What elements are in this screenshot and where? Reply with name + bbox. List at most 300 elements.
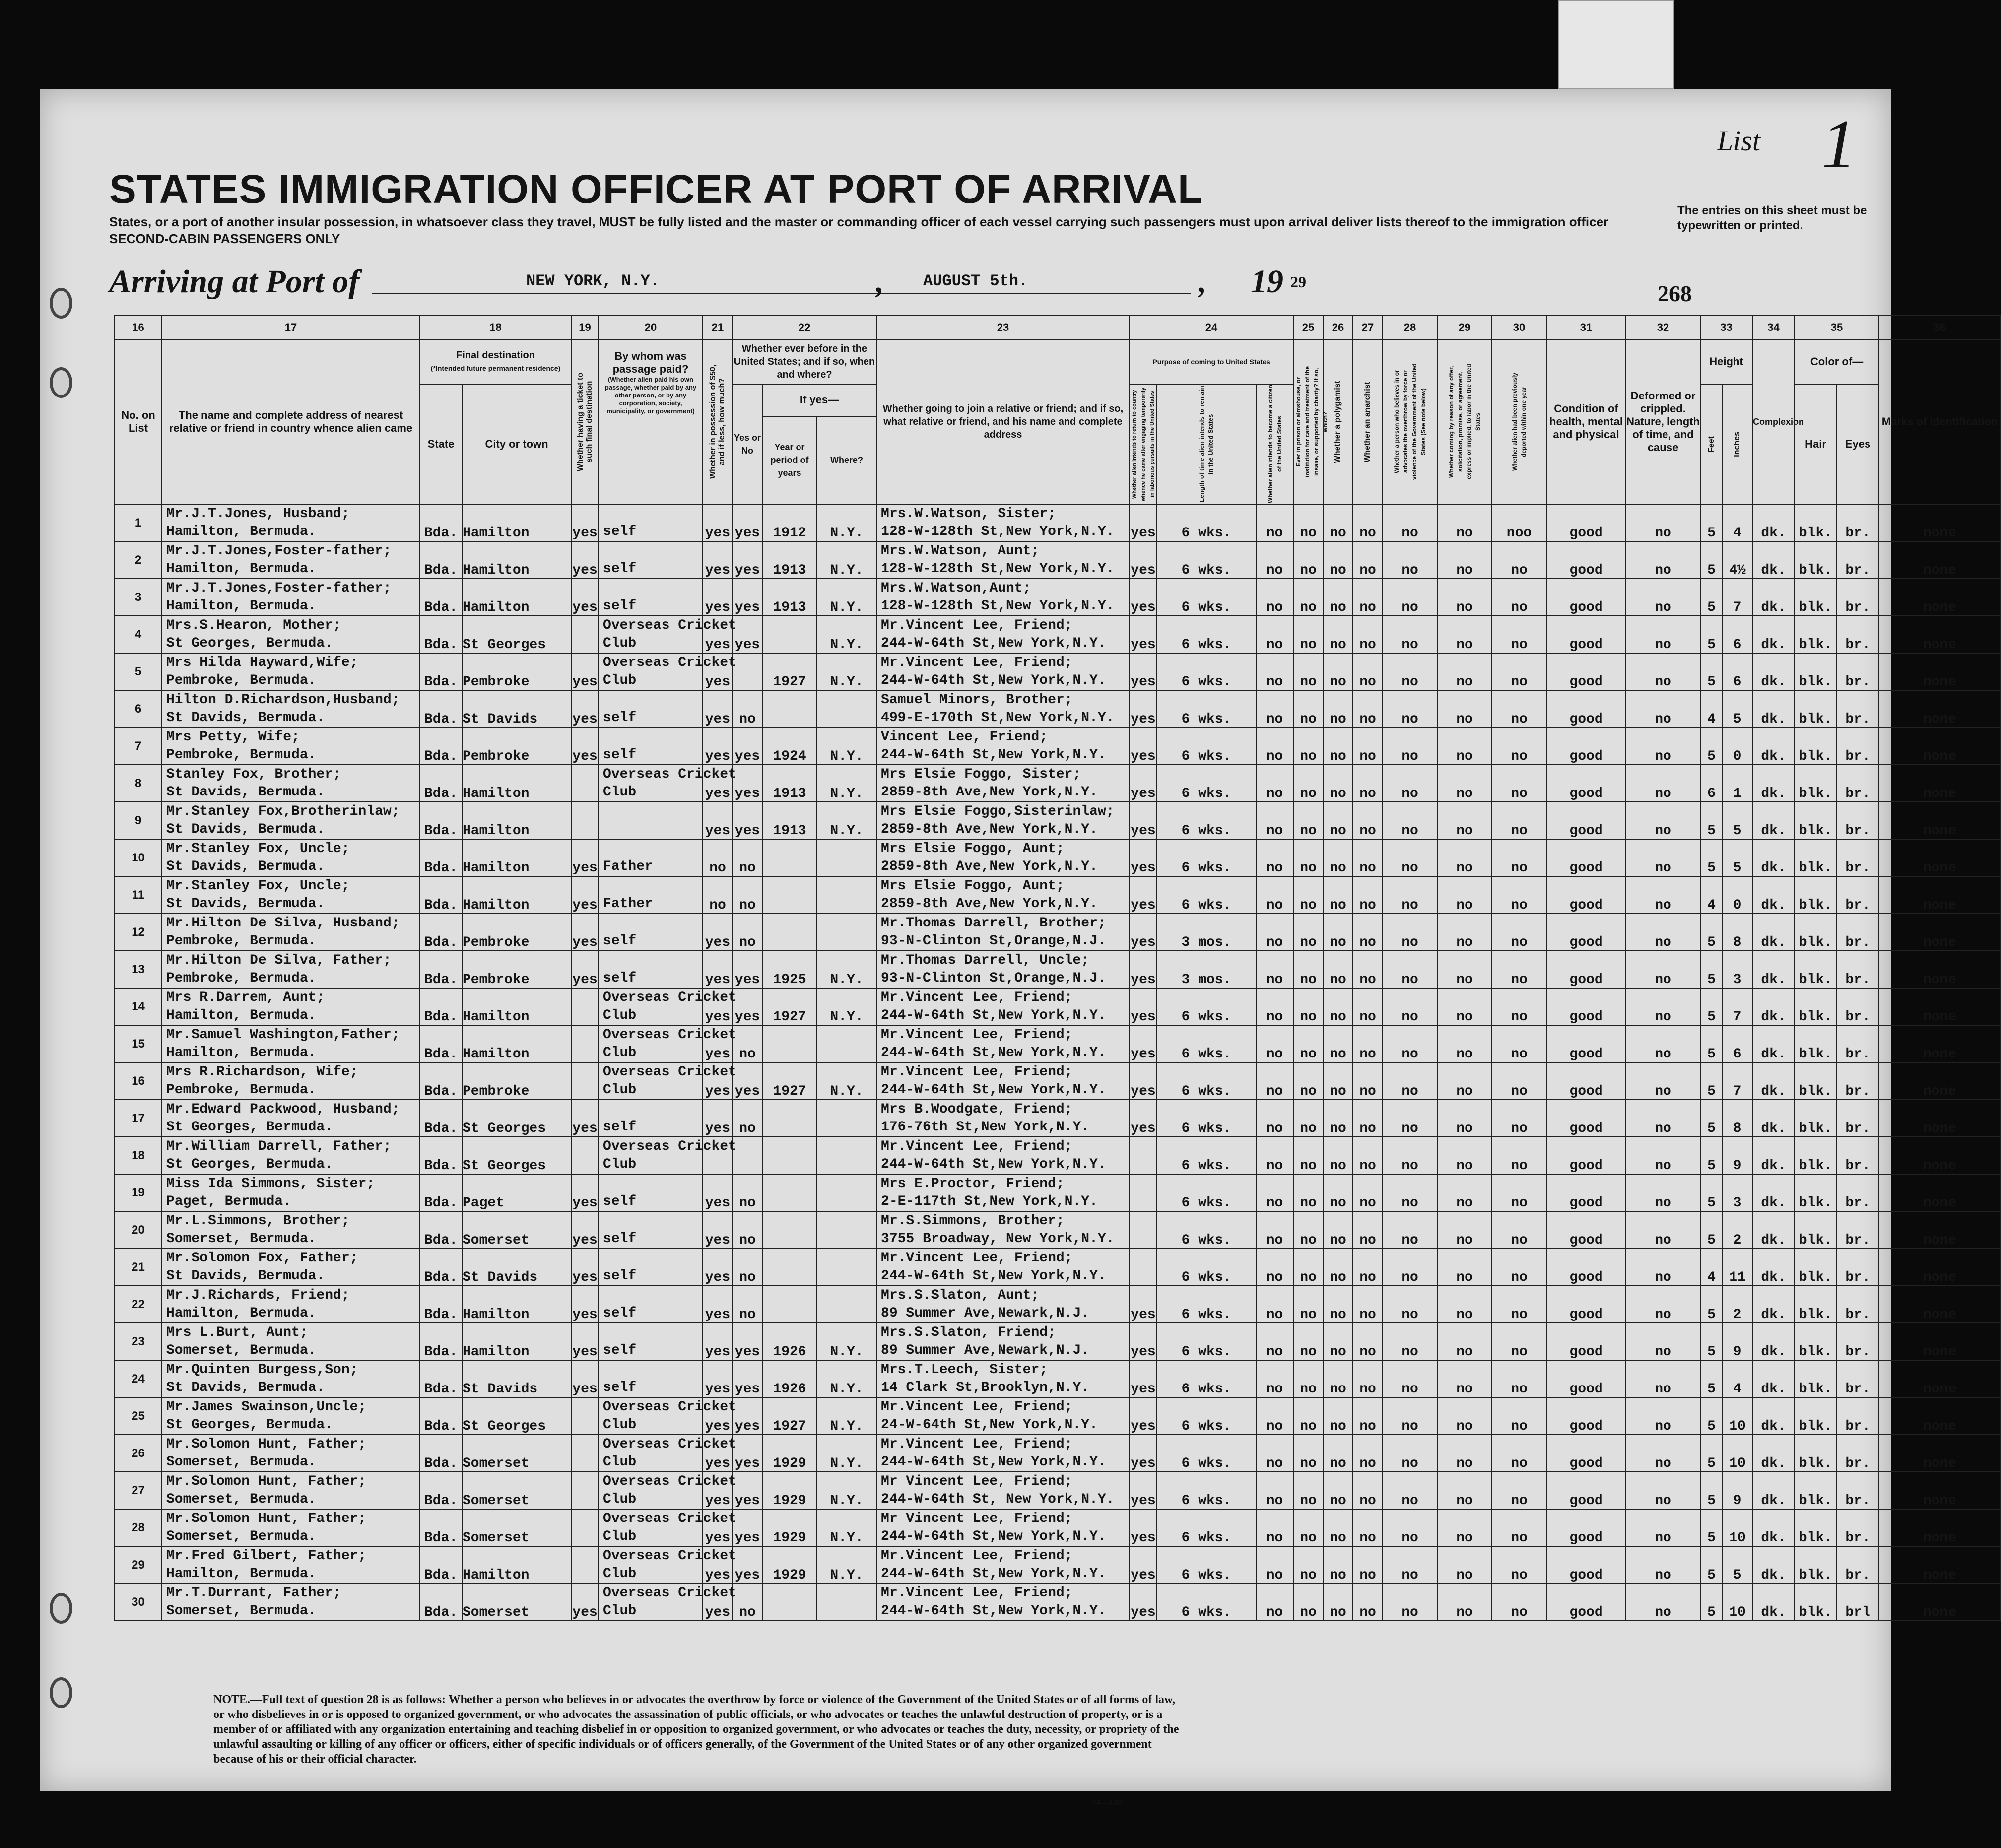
cell-complexion: dk. (1752, 914, 1795, 951)
cell-marks: none (1879, 1435, 2001, 1472)
cell-feet: 5 (1700, 802, 1723, 839)
cell-feet: 5 (1700, 1472, 1723, 1509)
cell-polygamist: no (1323, 616, 1353, 653)
relative-abroad-line-1: Mr.T.Durrant, Father; (166, 1585, 341, 1601)
cell-deformed: no (1626, 1174, 1700, 1211)
cell-purpose-return (1130, 1174, 1157, 1211)
cell-length-time: 6 wks. (1157, 876, 1256, 914)
table-row (115, 839, 2001, 876)
joining-line-1: Mr.Thomas Darrell, Brother; (881, 916, 1106, 931)
page-title: STATES IMMIGRATION OFFICER AT PORT OF ARRIVAL (109, 167, 1203, 212)
cell-money: yes (703, 504, 733, 541)
passage-paid-label: By whom was passage paid? (612, 350, 689, 375)
cell-feet: 5 (1700, 1546, 1723, 1584)
cell-money: yes (703, 951, 733, 988)
cell-before-in-us: no (733, 1025, 762, 1062)
relative-abroad-line-2: St Georges, Bermuda. (166, 1120, 334, 1135)
cell-complexion: dk. (1752, 1174, 1795, 1211)
cell-year: 1929 (762, 1546, 817, 1584)
cell-relative-abroad (162, 727, 420, 765)
cell-prison: no (1293, 541, 1323, 579)
cell-joining (876, 541, 1130, 579)
cell-before-in-us: no (733, 1211, 762, 1249)
cell-length-time: 6 wks. (1157, 839, 1256, 876)
cell-relative-abroad (162, 1249, 420, 1286)
cell-where (817, 1249, 876, 1286)
cell-complexion: dk. (1752, 951, 1795, 988)
cell-inches: 5 (1723, 839, 1752, 876)
relative-abroad-line-2: Hamilton, Bermuda. (166, 1306, 317, 1321)
anarchist-label: Whether an anarchist (1363, 381, 1372, 462)
cell-ticket: yes (571, 876, 599, 914)
cell-ticket: yes (571, 839, 599, 876)
passage-paid-line-2: self (603, 1268, 637, 1284)
cell-marks: none (1879, 1584, 2001, 1621)
cell-marks: none (1879, 1211, 2001, 1249)
joining-line-2: 244-W-64th St,New York,N.Y. (881, 1454, 1106, 1470)
relative-abroad-line-2: Hamilton, Bermuda. (166, 598, 317, 614)
cell-health: good (1546, 839, 1626, 876)
cell-eyes: br. (1837, 1137, 1879, 1174)
cell-feet: 5 (1700, 988, 1723, 1025)
table-row (115, 765, 2001, 802)
cell-ticket (571, 1137, 599, 1174)
cell-city: St Georges (462, 1137, 571, 1174)
cell-inches: 4 (1723, 504, 1752, 541)
cell-no: 14 (115, 988, 162, 1025)
cell-money: yes (703, 1546, 733, 1584)
cell-complexion: dk. (1752, 541, 1795, 579)
cell-hair: blk. (1795, 616, 1837, 653)
relative-abroad-line-1: Mr.Stanley Fox, Uncle; (166, 841, 350, 857)
cell-feet: 5 (1700, 914, 1723, 951)
cell-hair: blk. (1795, 504, 1837, 541)
cell-state: Bda. (420, 802, 462, 839)
cell-where (817, 1584, 876, 1621)
col-num: 30 (1492, 316, 1546, 339)
table-row (115, 1174, 2001, 1211)
relative-abroad-line-1: Mrs L.Burt, Aunt; (166, 1325, 308, 1340)
cell-complexion: dk. (1752, 1249, 1795, 1286)
cell-intends-citizen: no (1256, 1584, 1293, 1621)
cell-polygamist: no (1323, 914, 1353, 951)
cell-feet: 5 (1700, 1286, 1723, 1323)
joining-line-2: 2859-8th Ave,New York,N.Y. (881, 896, 1098, 912)
cell-eyes: br. (1837, 1546, 1879, 1584)
cell-hair: blk. (1795, 802, 1837, 839)
cell-year (762, 1249, 817, 1286)
col-num: 26 (1323, 316, 1353, 339)
passage-paid-line-1: Overseas Cricket (603, 655, 736, 670)
passage-paid-line-1: Overseas Cricket (603, 618, 736, 633)
cell-feet: 5 (1700, 727, 1723, 765)
offer-label: Whether coming by reason of any offer, solicitation, promise, or agreement, express or implied, to labor in the United States (1448, 364, 1482, 480)
joining-line-1: Mrs.W.Watson,Aunt; (881, 581, 1031, 596)
cell-year: 1929 (762, 1472, 817, 1509)
cell-passage-paid (599, 727, 703, 765)
passage-paid-line-1 (599, 505, 702, 523)
cell-offer: no (1437, 579, 1492, 616)
relative-abroad-line-1: Mr.Edward Packwood, Husband; (166, 1102, 400, 1117)
relative-abroad-line-1: Mr.Samuel Washington,Father; (166, 1027, 400, 1043)
relative-abroad-line-1: Hilton D.Richardson,Husband; (166, 692, 400, 708)
cell-offer: no (1437, 541, 1492, 579)
cell-deformed: no (1626, 914, 1700, 951)
cell-polygamist: no (1323, 541, 1353, 579)
cell-complexion: dk. (1752, 1435, 1795, 1472)
cell-offer: no (1437, 839, 1492, 876)
cell-joining (876, 1472, 1130, 1509)
cell-city: Somerset (462, 1435, 571, 1472)
cell-before-in-us: yes (733, 727, 762, 765)
cell-joining (876, 1323, 1130, 1360)
cell-inches: 4½ (1723, 541, 1752, 579)
cell-length-time: 6 wks. (1157, 1249, 1256, 1286)
paper-tab (1558, 0, 1674, 89)
cell-city: Pembroke (462, 1062, 571, 1100)
table-row (115, 1025, 2001, 1062)
cell-state: Bda. (420, 541, 462, 579)
cell-complexion: dk. (1752, 1397, 1795, 1435)
cell-offer: no (1437, 988, 1492, 1025)
relative-abroad-line-2: Somerset, Bermuda. (166, 1603, 317, 1619)
joining-line-2: 244-W-64th St,New York,N.Y. (881, 1008, 1106, 1023)
table-row (115, 541, 2001, 579)
cell-deported: no (1492, 616, 1546, 653)
cell-marks: none (1879, 653, 2001, 690)
cell-polygamist: no (1323, 579, 1353, 616)
cell-relative-abroad (162, 690, 420, 727)
cell-marks: none (1879, 1137, 2001, 1174)
joining-line-2: 244-W-64th St,New York,N.Y. (881, 1529, 1106, 1544)
cell-overthrow: no (1383, 1509, 1437, 1546)
cell-relative-abroad (162, 1435, 420, 1472)
relative-abroad-line-2: Hamilton, Bermuda. (166, 524, 317, 539)
cell-before-in-us: yes (733, 504, 762, 541)
cell-intends-citizen: no (1256, 1211, 1293, 1249)
cell-city: Hamilton (462, 1286, 571, 1323)
cell-money: yes (703, 653, 733, 690)
cell-intends-citizen: no (1256, 765, 1293, 802)
cell-money: yes (703, 1435, 733, 1472)
polygamist-label: Whether a polygamist (1334, 380, 1342, 463)
cell-intends-citizen: no (1256, 690, 1293, 727)
joining-line-2: 2-E-117th St,New York,N.Y. (881, 1194, 1098, 1209)
cell-before-in-us: yes (733, 802, 762, 839)
cell-before-in-us: no (733, 1174, 762, 1211)
cell-joining (876, 1584, 1130, 1621)
cell-before-in-us: yes (733, 988, 762, 1025)
prison-label: Ever in prison or almshouse, or institution for care and treatment of the insane, or supported by charity? If so, which? (1295, 366, 1329, 478)
cell-marks: none (1879, 839, 2001, 876)
cell-prison: no (1293, 1323, 1323, 1360)
cell-overthrow: no (1383, 653, 1437, 690)
col-purpose: Purpose of coming to United States (1130, 339, 1293, 384)
cell-no: 27 (115, 1472, 162, 1509)
joining-line-2: 244-W-64th St,New York,N.Y. (881, 1045, 1106, 1060)
cell-year: 1913 (762, 765, 817, 802)
joining-line-1: Mrs.S.Slaton, Friend; (881, 1325, 1056, 1340)
cell-prison: no (1293, 1100, 1323, 1137)
passage-paid-line-1 (599, 1287, 702, 1305)
cell-before-in-us: no (733, 1100, 762, 1137)
cell-year: 1926 (762, 1323, 817, 1360)
table-row (115, 988, 2001, 1025)
table-row (115, 616, 2001, 653)
cell-deported: no (1492, 1323, 1546, 1360)
cell-overthrow: no (1383, 988, 1437, 1025)
col-if-yes: If yes— (762, 384, 876, 416)
cell-where: N.Y. (817, 1323, 876, 1360)
cell-joining (876, 1100, 1130, 1137)
cell-state: Bda. (420, 1249, 462, 1286)
table-row (115, 1286, 2001, 1323)
cell-before-in-us: no (733, 690, 762, 727)
relative-abroad-line-2: Hamilton, Bermuda. (166, 561, 317, 577)
cell-deported: no (1492, 1211, 1546, 1249)
cell-no: 12 (115, 914, 162, 951)
cell-purpose-return (1130, 1249, 1157, 1286)
cell-polygamist: no (1323, 1211, 1353, 1249)
cell-feet: 5 (1700, 579, 1723, 616)
cell-city: Hamilton (462, 541, 571, 579)
cell-where: N.Y. (817, 541, 876, 579)
cell-health: good (1546, 1100, 1626, 1137)
passage-paid-line-1: Overseas Cricket (603, 1027, 736, 1043)
cell-anarchist: no (1353, 541, 1383, 579)
cell-prison: no (1293, 690, 1323, 727)
cell-year: 1927 (762, 988, 817, 1025)
cell-inches: 4 (1723, 1360, 1752, 1397)
cell-hair: blk. (1795, 1025, 1837, 1062)
cell-length-time: 6 wks. (1157, 1137, 1256, 1174)
cell-deported: no (1492, 1360, 1546, 1397)
cell-relative-abroad (162, 1211, 420, 1249)
cell-state: Bda. (420, 914, 462, 951)
relative-abroad-line-1: Mr.Solomon Hunt, Father; (166, 1474, 367, 1489)
cell-ticket (571, 988, 599, 1025)
cell-where: N.Y. (817, 1546, 876, 1584)
cell-intends-citizen: no (1256, 951, 1293, 988)
cell-city: St Georges (462, 1100, 571, 1137)
joining-line-2: 244-W-64th St,New York,N.Y. (881, 1157, 1106, 1172)
cell-state: Bda. (420, 1062, 462, 1100)
cell-state: Bda. (420, 1435, 462, 1472)
cell-before-in-us: yes (733, 765, 762, 802)
passage-paid-line-2: Club (603, 1082, 637, 1098)
cell-anarchist: no (1353, 1546, 1383, 1584)
cell-no: 21 (115, 1249, 162, 1286)
cell-joining (876, 914, 1130, 951)
cell-purpose-return: yes (1130, 1472, 1157, 1509)
cell-overthrow: no (1383, 504, 1437, 541)
cell-overthrow: no (1383, 839, 1437, 876)
cell-inches: 5 (1723, 802, 1752, 839)
cell-passage-paid (599, 541, 703, 579)
cell-offer: no (1437, 1249, 1492, 1286)
cell-no: 22 (115, 1286, 162, 1323)
manifest-sheet (40, 89, 1998, 1807)
cell-state: Bda. (420, 1584, 462, 1621)
cell-feet: 5 (1700, 653, 1723, 690)
cell-deformed: no (1626, 1286, 1700, 1323)
cell-prison: no (1293, 914, 1323, 951)
cell-city: St Davids (462, 1249, 571, 1286)
cell-intends-citizen: no (1256, 616, 1293, 653)
cell-purpose-return: yes (1130, 504, 1157, 541)
cell-no: 15 (115, 1025, 162, 1062)
cell-relative-abroad (162, 1174, 420, 1211)
cell-eyes: br. (1837, 839, 1879, 876)
cell-inches: 9 (1723, 1137, 1752, 1174)
cell-inches: 1 (1723, 765, 1752, 802)
cell-joining (876, 839, 1130, 876)
cell-before-in-us: yes (733, 1546, 762, 1584)
cell-complexion: dk. (1752, 839, 1795, 876)
cell-joining (876, 1435, 1130, 1472)
cell-marks: none (1879, 1397, 2001, 1435)
cell-year (762, 690, 817, 727)
cell-polygamist: no (1323, 1397, 1353, 1435)
cell-overthrow: no (1383, 1211, 1437, 1249)
cell-complexion: dk. (1752, 690, 1795, 727)
cell-polygamist: no (1323, 1062, 1353, 1100)
intro-text (109, 213, 1648, 247)
joining-line-1: Mrs B.Woodgate, Friend; (881, 1102, 1073, 1117)
cell-health: good (1546, 1323, 1626, 1360)
cell-inches: 3 (1723, 951, 1752, 988)
cell-relative-abroad (162, 839, 420, 876)
relative-abroad-line-1: Stanley Fox, Brother; (166, 767, 341, 782)
passage-paid-line-1 (599, 728, 702, 746)
cell-city: Pembroke (462, 951, 571, 988)
cell-eyes: br. (1837, 951, 1879, 988)
cell-overthrow: no (1383, 690, 1437, 727)
cell-joining (876, 579, 1130, 616)
joining-line-2: 2859-8th Ave,New York,N.Y. (881, 859, 1098, 874)
cell-where: N.Y. (817, 1472, 876, 1509)
binder-hole (50, 367, 72, 398)
cell-before-in-us: yes (733, 951, 762, 988)
joining-line-2: 244-W-64th St,New York,N.Y. (881, 1082, 1106, 1098)
cell-passage-paid (599, 1286, 703, 1323)
cell-money: yes (703, 1211, 733, 1249)
cell-length-time: 6 wks. (1157, 1509, 1256, 1546)
passage-paid-line-1 (599, 952, 702, 970)
relative-abroad-line-1: Mr.J.T.Jones, Husband; (166, 506, 350, 522)
cell-ticket: yes (571, 914, 599, 951)
cell-polygamist: no (1323, 1509, 1353, 1546)
cell-complexion: dk. (1752, 802, 1795, 839)
cell-polygamist: no (1323, 951, 1353, 988)
relative-abroad-line-1: Mrs Petty, Wife; (166, 729, 300, 745)
cell-overthrow: no (1383, 727, 1437, 765)
relative-abroad-line-1: Mr.James Swainson,Uncle; (166, 1399, 367, 1415)
cell-intends-citizen: no (1256, 802, 1293, 839)
relative-abroad-line-2: St Davids, Bermuda. (166, 896, 325, 912)
cell-inches: 7 (1723, 988, 1752, 1025)
cell-relative-abroad (162, 1397, 420, 1435)
cell-deformed: no (1626, 653, 1700, 690)
cell-length-time: 6 wks. (1157, 541, 1256, 579)
cell-overthrow: no (1383, 765, 1437, 802)
cell-feet: 5 (1700, 1584, 1723, 1621)
passage-paid-line-2: Club (603, 1529, 637, 1544)
sheet-number: 268 (1658, 281, 1692, 306)
cell-polygamist: no (1323, 1323, 1353, 1360)
cell-marks: none (1879, 802, 2001, 839)
cell-eyes: br. (1837, 579, 1879, 616)
cell-overthrow: no (1383, 579, 1437, 616)
cell-joining (876, 988, 1130, 1025)
cell-ticket: yes (571, 1360, 599, 1397)
cell-no: 29 (115, 1546, 162, 1584)
cell-complexion: dk. (1752, 616, 1795, 653)
cell-city: Pembroke (462, 727, 571, 765)
cell-where: N.Y. (817, 765, 876, 802)
cell-polygamist: no (1323, 1100, 1353, 1137)
table-row (115, 727, 2001, 765)
cell-deported: no (1492, 1100, 1546, 1137)
joining-line-2: 3755 Broadway, New York,N.Y. (881, 1231, 1115, 1247)
cell-feet: 5 (1700, 1100, 1723, 1137)
cell-length-time: 6 wks. (1157, 653, 1256, 690)
col-num: 20 (599, 316, 703, 339)
cell-intends-citizen: no (1256, 839, 1293, 876)
cell-no: 4 (115, 616, 162, 653)
col-purpose-return (1130, 384, 1157, 504)
cell-prison: no (1293, 802, 1323, 839)
cell-year: 1929 (762, 1509, 817, 1546)
cell-health: good (1546, 1211, 1626, 1249)
cell-inches: 0 (1723, 727, 1752, 765)
cell-money: yes (703, 765, 733, 802)
cell-relative-abroad (162, 1360, 420, 1397)
cell-feet: 5 (1700, 1509, 1723, 1546)
cell-no: 13 (115, 951, 162, 988)
cell-where: N.Y. (817, 951, 876, 988)
cell-hair: blk. (1795, 765, 1837, 802)
cell-length-time: 6 wks. (1157, 1435, 1256, 1472)
relative-abroad-line-1: Mr.Solomon Hunt, Father; (166, 1437, 367, 1452)
cell-ticket (571, 1472, 599, 1509)
cell-complexion: dk. (1752, 765, 1795, 802)
cell-state: Bda. (420, 579, 462, 616)
passage-paid-line-1: Overseas Cricket (603, 990, 736, 1005)
cell-eyes: br. (1837, 1509, 1879, 1546)
cell-overthrow: no (1383, 1174, 1437, 1211)
relative-abroad-line-2: Pembroke, Bermuda. (166, 933, 317, 949)
col-num: 24 (1130, 316, 1293, 339)
cell-length-time: 6 wks. (1157, 765, 1256, 802)
year-suffix: 29 (1290, 273, 1306, 291)
cell-health: good (1546, 988, 1626, 1025)
cell-no: 7 (115, 727, 162, 765)
cell-intends-citizen: no (1256, 579, 1293, 616)
cell-where: N.Y. (817, 988, 876, 1025)
cell-deformed: no (1626, 1472, 1700, 1509)
cell-polygamist: no (1323, 1174, 1353, 1211)
cell-deformed: no (1626, 988, 1700, 1025)
relative-abroad-line-2: St Davids, Bermuda. (166, 1268, 325, 1284)
cell-deported: no (1492, 876, 1546, 914)
cell-joining (876, 616, 1130, 653)
cell-polygamist: no (1323, 504, 1353, 541)
passage-paid-line-1 (599, 1250, 702, 1267)
cell-overthrow: no (1383, 1286, 1437, 1323)
cell-hair: blk. (1795, 1174, 1837, 1211)
cell-money: yes (703, 1472, 733, 1509)
